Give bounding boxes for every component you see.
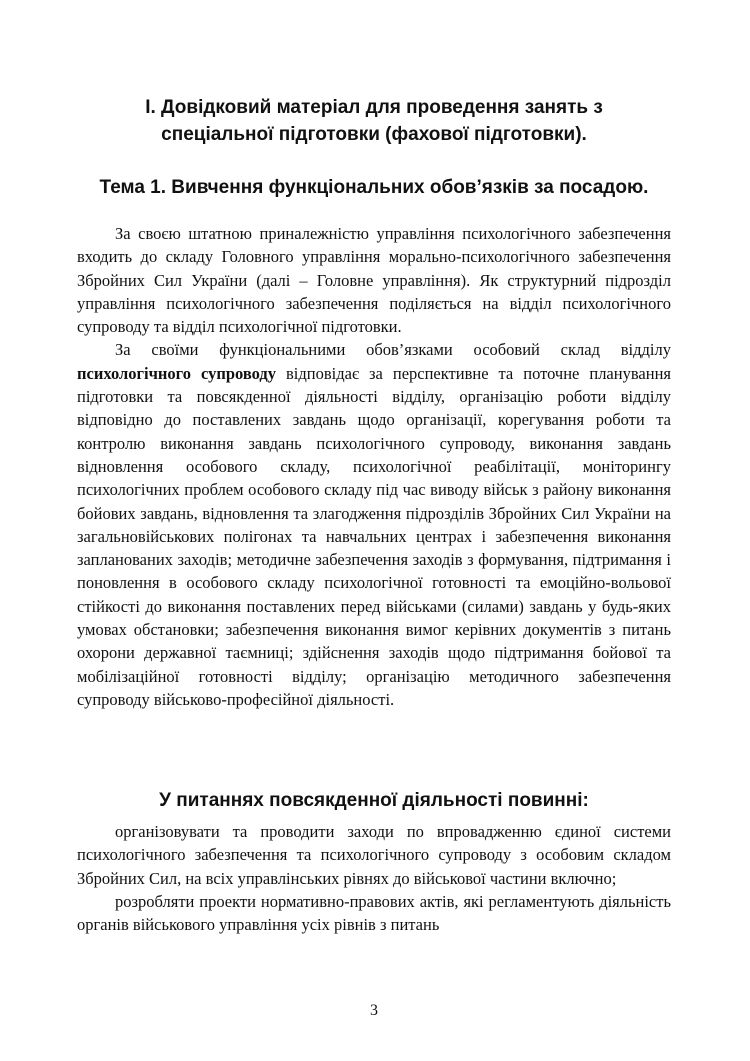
duty-item-1: організовувати та проводити заходи по впровадженню єдиної системи психологічного забезпечення та психологічного супроводу з особовим складом Збройних Сил, на всіх управлінських рівнях до військової частини включно; bbox=[77, 822, 671, 888]
bold-term-psych-support: психологічного супроводу bbox=[77, 363, 277, 383]
paragraph-structure: За своєю штатною приналежністю управління психологічного забезпечення входить до складу Головного управління морально-психологічного забезпечення Збройних Сил України (далі – Головне управління). Як структурний підрозділ управління психологічного забезпечення поділяється на відділ психологічного супроводу та відділ психологічної підготовки. bbox=[77, 224, 671, 337]
paragraph-functions-rest: відповідає за перспективне та поточне планування підготовки та повсякденної діяльності відділу, організацію роботи відділу відповідно до поставлених завдань щодо організації, корегування роботи та контролю виконання завдань психологічного супроводу, виконання завдань відновлення особового складу, психологічної реабілітації, моніторингу психологічних проблем особового складу під час виводу військ з району виконання бойових завдань, відновлення та злагодження підрозділів Збройних Сил України на загальновійськових полігонах та навчальних центрах і забезпечення виконання запланованих заходів; методичне забезпечення заходів з формування, підтримання і поновлення в особового складу психологічної готовності та емоційно-вольової стійкості до виконання поставлених перед військами (силами) завдань у будь-яких умовах обстановки; забезпечення виконання вимог керівних документів з питань охорони державної таємниці; здійснення заходів щодо підтримання бойової та мобілізаційної готовності відділу; організацію методичного забезпечення супроводу військово-професійної діяльності. bbox=[77, 363, 671, 709]
topic-title: Тема 1. Вивчення функціональних обов’язків за посадою. bbox=[99, 177, 649, 198]
section-heading-line-1: І. Довідковий матеріал для проведення занять з bbox=[145, 97, 603, 118]
body-text-block bbox=[77, 222, 671, 711]
document-page bbox=[77, 0, 671, 1061]
duty-item-2: розробляти проекти нормативно-правових актів, які регламентують діяльність органів військового управління усіх рівнів з питань bbox=[77, 891, 671, 935]
duties-heading: У питаннях повсякденної діяльності повинні: bbox=[159, 790, 589, 811]
section-heading bbox=[77, 94, 671, 148]
paragraph-functions bbox=[77, 338, 671, 711]
paragraph-functions-start: За своїми функціональними обов’язками особовий склад відділу bbox=[115, 340, 671, 360]
page-number: 3 bbox=[370, 1002, 378, 1019]
duties-text-block bbox=[77, 820, 671, 936]
section-heading-line-2: спеціальної підготовки (фахової підготовки). bbox=[161, 124, 587, 145]
